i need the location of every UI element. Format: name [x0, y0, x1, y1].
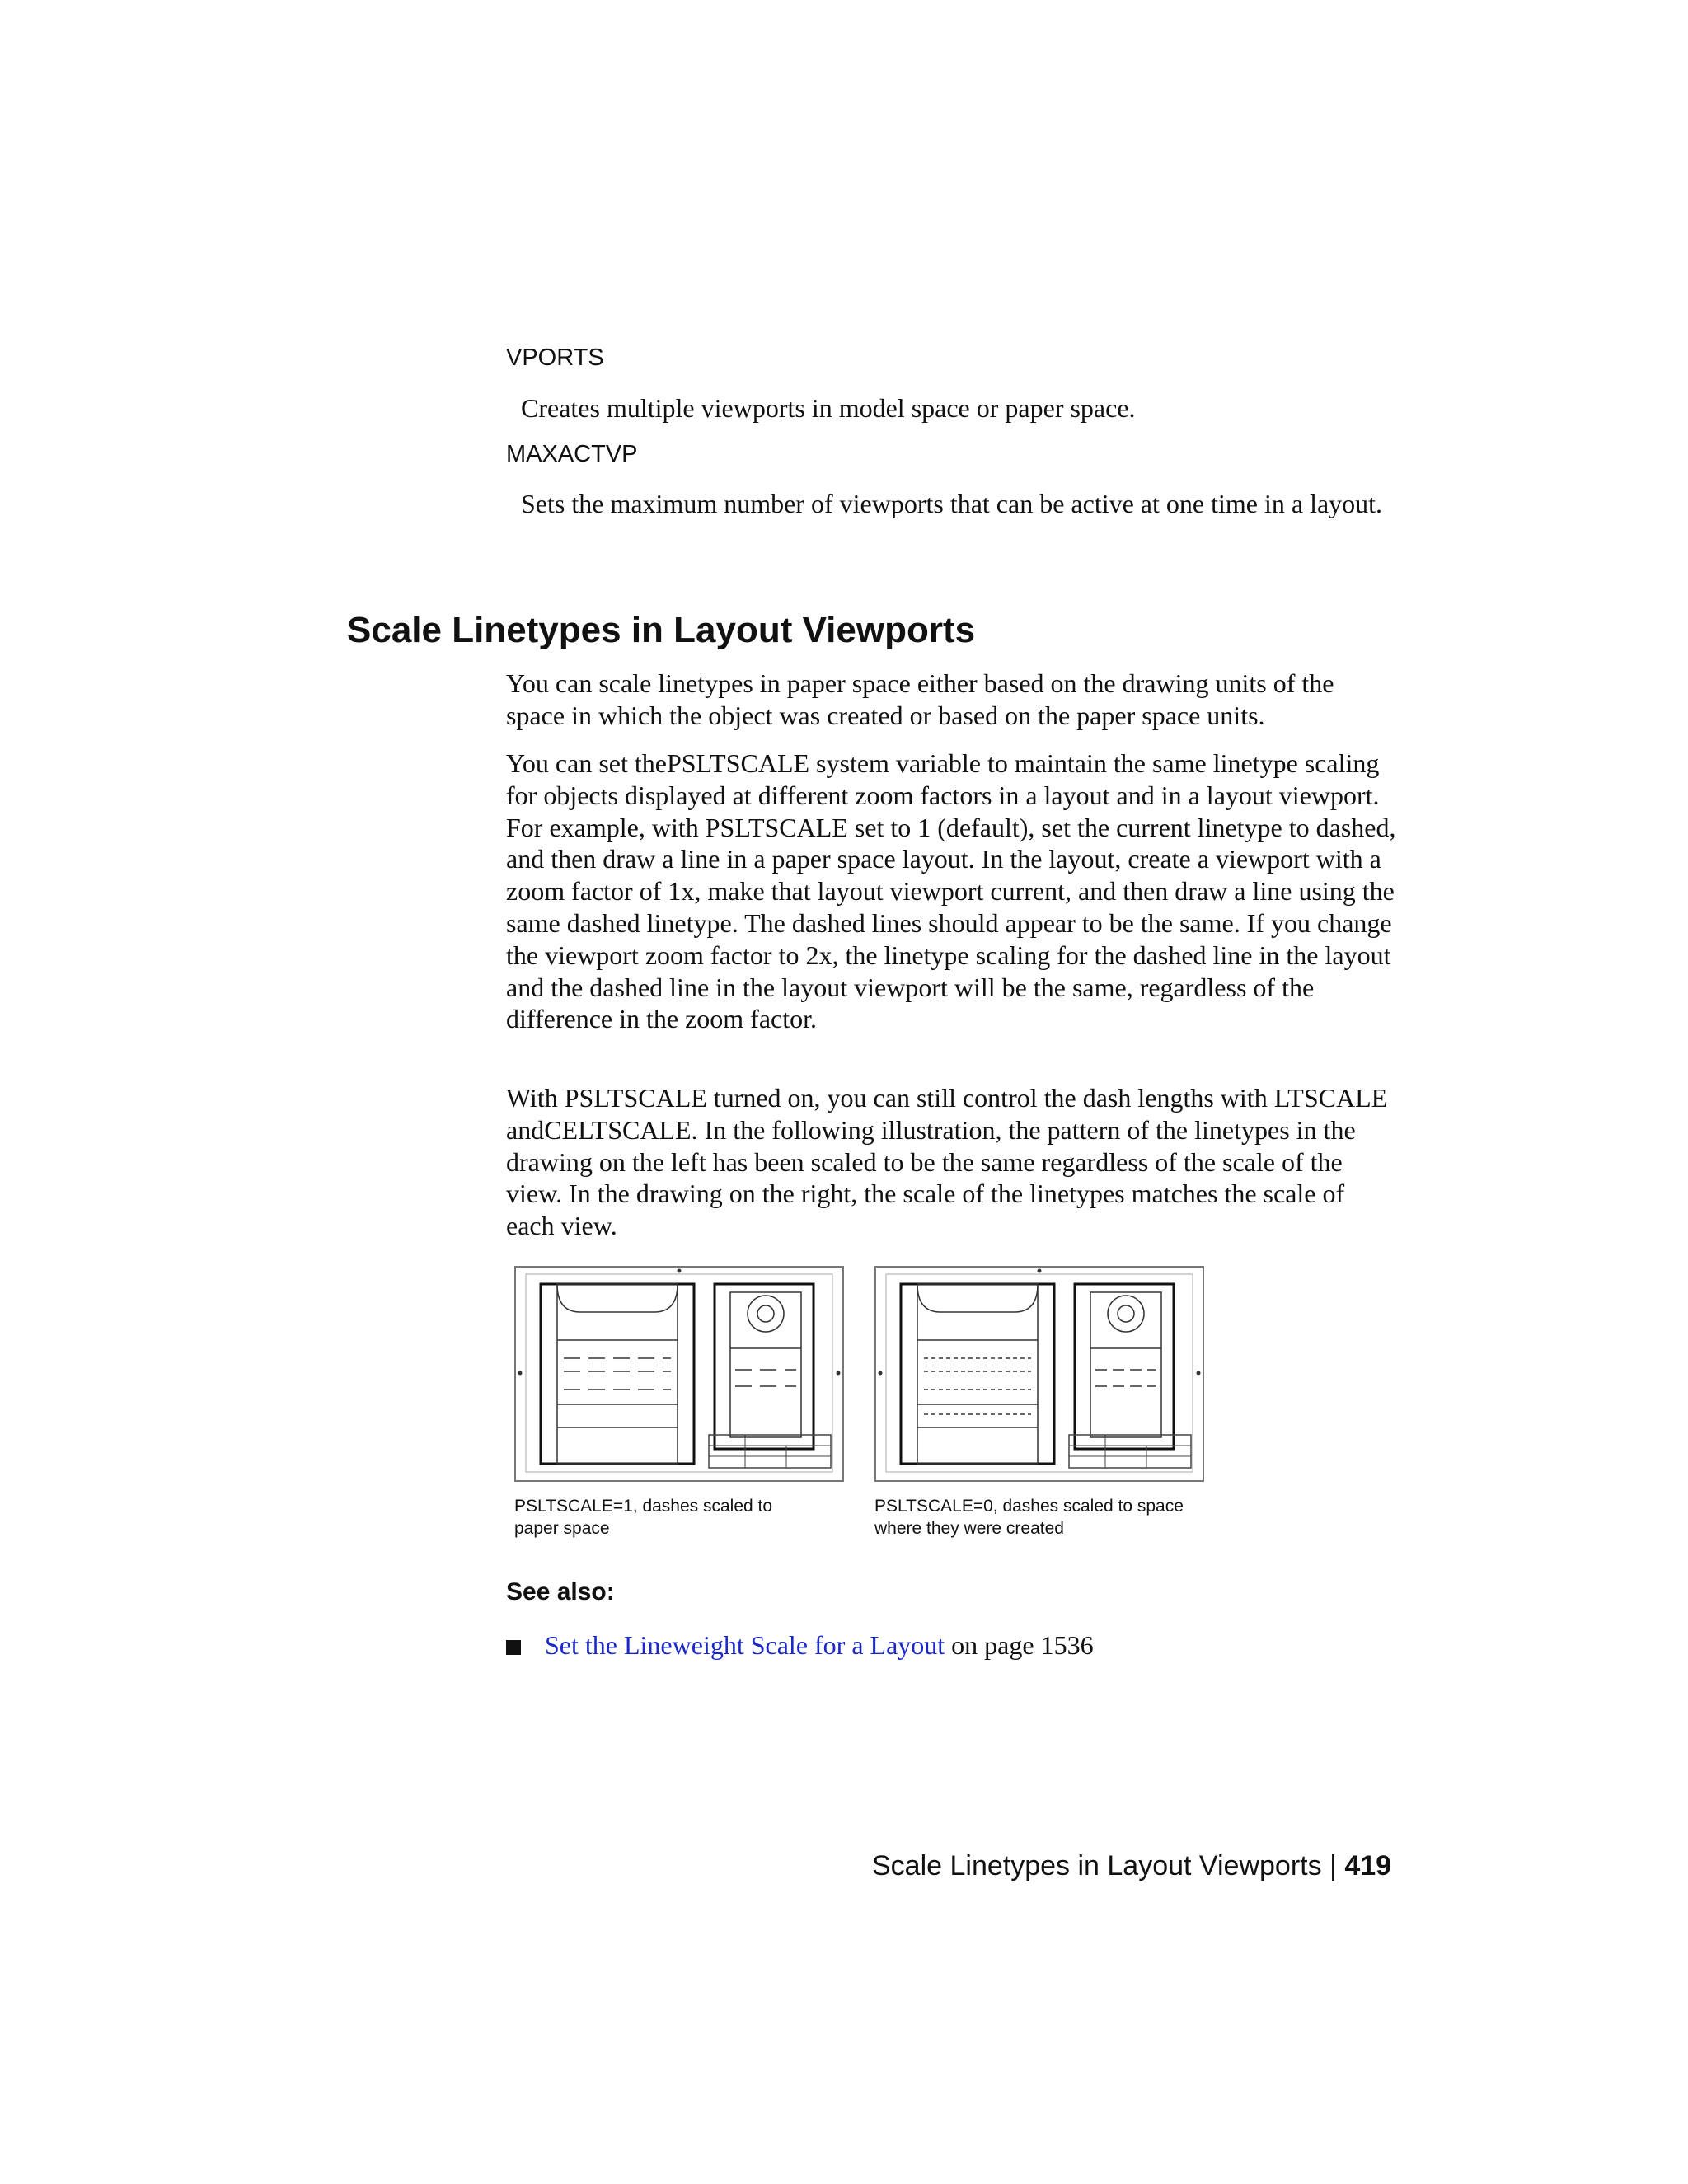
footer-separator: | — [1321, 1850, 1345, 1882]
figure-psltscale-0-drawing — [874, 1266, 1204, 1482]
figure-2-caption — [874, 1495, 1221, 1540]
figure-1-caption — [514, 1495, 860, 1540]
term-maxactvp-description: Sets the maximum number of viewports that can be active at one time in a layout. — [521, 489, 1383, 518]
see-also-item — [545, 1630, 1094, 1661]
body-paragraph-3: With PSLTSCALE turned on, you can still control the dash lengths with LTSCALE andCELTSCALE. In the following illustration, the pattern of the linetypes in the drawing on the left has been scaled to be the same regardless of the scale of the view. In the drawing on the right, the scale of the linetypes matches the scale of each view. — [506, 1083, 1388, 1241]
see-also-link[interactable]: Set the Lineweight Scale for a Layout — [545, 1630, 945, 1660]
body-paragraph-1: You can scale linetypes in paper space either based on the drawing units of the space in which the object was created or based on the paper space units. — [506, 668, 1334, 730]
see-also-page-ref: on page 1536 — [945, 1630, 1094, 1660]
see-also-label: See also: — [506, 1578, 615, 1605]
term-maxactvp: MAXACTVP — [506, 441, 638, 467]
figure-2-caption-line-2: where they were created — [874, 1519, 1064, 1538]
figure-1-caption-line-1: PSLTSCALE=1, dashes scaled to — [514, 1497, 773, 1516]
figure-psltscale-1-drawing — [514, 1266, 844, 1482]
footer-title: Scale Linetypes in Layout Viewports — [872, 1850, 1322, 1882]
bullet-square-icon — [506, 1640, 521, 1655]
term-vports: VPORTS — [506, 344, 604, 371]
figure-1-caption-line-2: paper space — [514, 1519, 610, 1538]
section-heading: Scale Linetypes in Layout Viewports — [347, 610, 976, 650]
term-vports-description: Creates multiple viewports in model space or paper space. — [521, 393, 1136, 423]
figure-2-caption-line-1: PSLTSCALE=0, dashes scaled to space — [874, 1497, 1184, 1516]
body-paragraph-2: You can set thePSLTSCALE system variable to maintain the same linetype scaling for objects displayed at different zoom factors in a layout and in a layout viewport. For example, with PSLTSCALE set to 1 (default), set the current linetype to dashed, and then draw a line in a paper space layout. In the layout, create a viewport with a zoom factor of 1x, make that layout viewport current, and then draw a line using the same dashed linetype. The dashed lines should appear to be the same. If you change the viewport zoom factor to 2x, the linetype scaling for the dashed line in the layout and the dashed line in the layout viewport will be the same, regardless of the difference in the zoom factor. — [506, 748, 1396, 1034]
page-footer — [872, 1850, 1391, 1882]
page-number: 419 — [1344, 1850, 1392, 1882]
